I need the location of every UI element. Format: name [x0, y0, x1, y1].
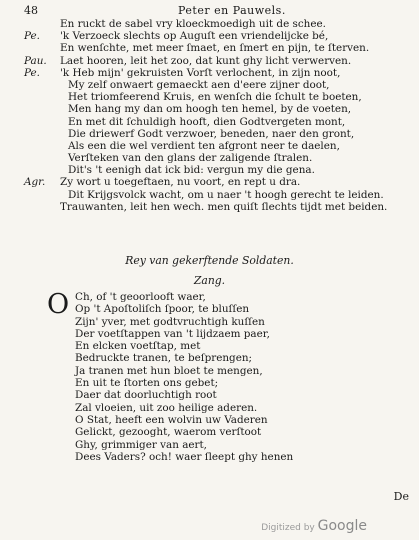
dialogue-line [24, 189, 394, 201]
song-line-text: Daer dat doorluchtigh root [75, 389, 217, 402]
song-title: Zang. [193, 274, 226, 287]
song-line-text: Ch, of 't geoorlooft waer, [75, 291, 206, 303]
speech-text: En wenſchte, met meer ſmaet, en ſmert en pijn, te ſterven. [60, 42, 370, 55]
speech-text: Men hang my dan om hoogh ten hemel, by de voeten, [68, 103, 352, 116]
speech-text: Verſteken van den glans der zaligende ſtralen. [68, 152, 313, 165]
song-line-text: Ja tranen met hun bloet te mengen, [75, 364, 263, 377]
section-title: Rey van gekerftende Soldaten. [125, 254, 294, 267]
song-line [47, 402, 367, 414]
dialogue-line [24, 91, 394, 103]
song-line [47, 389, 367, 401]
dialogue-line [24, 116, 394, 128]
dialogue-line [24, 176, 394, 188]
song-line-text: Dees Vaders? och! waer ſleept ghy henen [75, 450, 294, 463]
catchword: De [393, 490, 409, 503]
speech-text: Dit's 't eenigh dat ick bid: vergun my die gena. [68, 164, 315, 177]
speech-text: En met dit ſchuldigh hooft, dien Godtvergeten mont, [68, 115, 346, 128]
dialogue-line [24, 128, 394, 140]
page-number: 48 [24, 4, 38, 17]
speech-text: Dit Krijgsvolck wacht, om u naer 't hoogh gerecht te leiden. [68, 188, 384, 201]
speech-text: 'k Heb mijn' gekruisten Vorſt verlochent, in zijn noot, [60, 66, 341, 79]
digitization-watermark [261, 518, 367, 534]
song-line [47, 352, 367, 364]
song-line-text: Der voetſtappen van 't lijdzaem paer, [75, 327, 270, 340]
dialogue-line [24, 18, 394, 30]
speech-text: Het triomfeerend Kruis, en wenſch die ſchult te boeten, [68, 91, 362, 104]
song-line [47, 340, 367, 352]
song-line-text: Ghy, grimmiger van aert, [75, 438, 207, 451]
speaker-label: Pau. [24, 54, 47, 67]
speech-text: Als een die wel verdient ten afgront neer te daelen, [68, 139, 340, 152]
dialogue-line [24, 201, 394, 213]
song-line [47, 316, 367, 328]
speech-text: 'k Verzoeck slechts op Auguſt een vriendelijcke bé, [60, 30, 329, 43]
speaker-label: Pe. [24, 66, 40, 79]
song-line [47, 303, 367, 315]
song-line-text: En uit te ſtorten ons gebet; [75, 377, 219, 390]
speech-text: Laet hooren, leit het zoo, dat kunt ghy licht verwerven. [60, 54, 352, 67]
page-header [24, 4, 394, 18]
song-line-text: Bedruckte tranen, te beſprengen; [75, 352, 253, 365]
song-line-text: En elcken voetſtap, met [75, 340, 201, 353]
song-line [47, 439, 367, 451]
dialogue-line [24, 140, 394, 152]
dialogue-line [24, 67, 394, 79]
running-title: Peter en Pauwels. [178, 4, 286, 17]
dialogue-line [24, 55, 394, 67]
speech-text: My zelf onwaert gemaeckt aen d'eere zijner doot, [68, 78, 330, 91]
speech-text: En ruckt de sabel vry kloeckmoedigh uit de schee. [60, 18, 326, 30]
song-line [47, 328, 367, 340]
speaker-label: Pe. [24, 30, 40, 43]
song-line-text: Op 't Apoſtoliſch ſpoor, te bluſſen [75, 303, 250, 316]
dialogue-line [24, 103, 394, 115]
speaker-label: Agr. [24, 176, 46, 189]
song-line-text: Zijn' yver, met godtvruchtigh kuſſen [75, 315, 265, 328]
speech-text: Zy wort u toegeftaen, nu voort, en rept u dra. [60, 176, 301, 189]
song-line-text: O Stat, heeft een wolvin uw Vaderen [75, 413, 268, 426]
watermark-prefix: Digitized by [261, 523, 315, 533]
song-line [47, 377, 367, 389]
dialogue-line [24, 42, 394, 54]
dialogue-block [24, 18, 394, 213]
speech-text: Trauwanten, leit hen wech. men quiſt ſlechts tijdt met beiden. [60, 200, 388, 213]
dialogue-line [24, 79, 394, 91]
song-line [47, 451, 367, 463]
song-line [47, 414, 367, 426]
dialogue-line [24, 152, 394, 164]
google-logo: Google [317, 518, 367, 534]
speech-text: Die driewerf Godt verzwoer, beneden, naer den gront, [68, 127, 355, 140]
song-line [47, 365, 367, 377]
dialogue-line [24, 30, 394, 42]
song-verse [47, 291, 367, 463]
song-line [47, 426, 367, 438]
song-line-text: Gelickt, gezooght, waerom verſtoot [75, 426, 262, 439]
dialogue-line [24, 164, 394, 176]
drop-capital: O [47, 289, 70, 320]
song-line-text: Zal vloeien, uit zoo heilige aderen. [75, 401, 258, 414]
